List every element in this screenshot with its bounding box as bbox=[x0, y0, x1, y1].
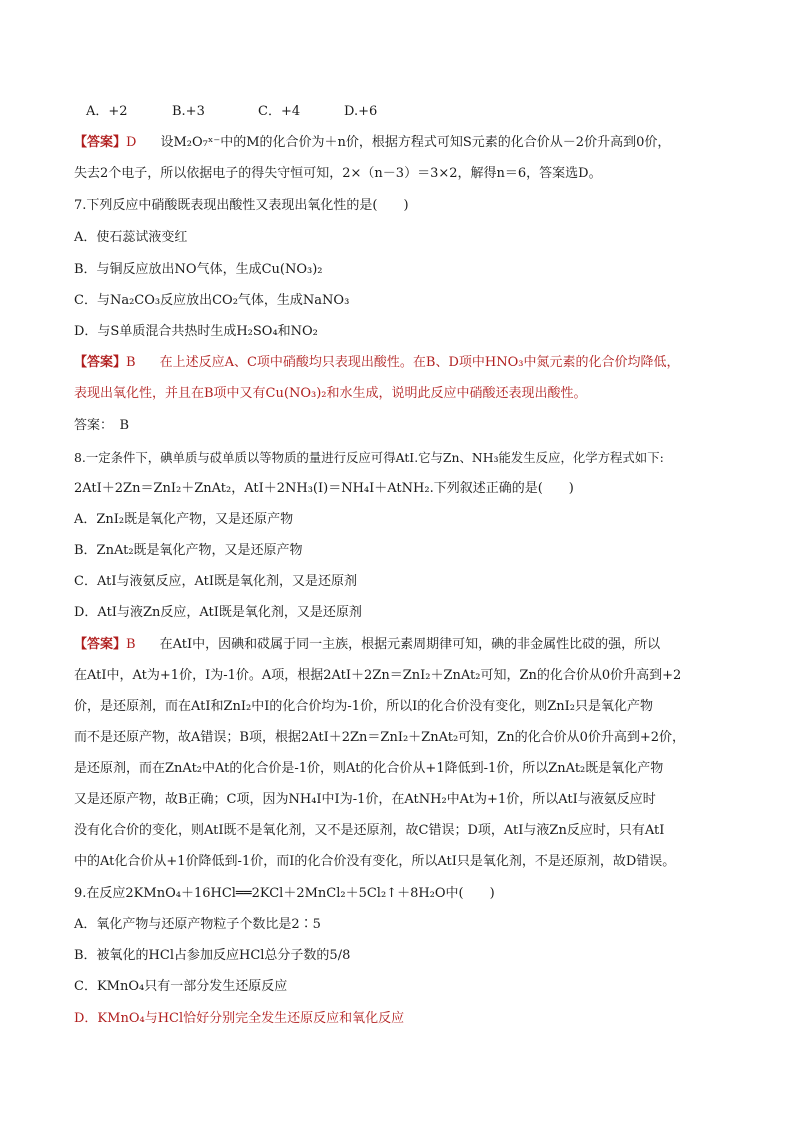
q9-option-c: C．KMnO₄只有一部分发生还原反应 bbox=[74, 979, 288, 994]
q8-explain-1: 在AtI中，At为+1价，I为-1价。A项，根据2AtI＋2Zn＝ZnI₂＋ZnAt₂可知，Zn的化合价从0价升高到+2 bbox=[74, 668, 682, 683]
q9-option-a: A．氧化产物与还原产物粒子个数比是2∶5 bbox=[74, 917, 321, 932]
q6-answer-line bbox=[74, 134, 724, 152]
q7-option-a: A．使石蕊试液变红 bbox=[74, 230, 188, 245]
q7-stem: 7.下列反应中硝酸既表现出酸性又表现出氧化性的是( ) bbox=[74, 198, 409, 213]
q8-answer-line bbox=[74, 636, 724, 654]
answer-tag: 【答案】 bbox=[74, 355, 127, 370]
q7-option-d: D．与S单质混合共热时生成H₂SO₄和NO₂ bbox=[74, 324, 318, 339]
q7-final-answer: 答案： B bbox=[74, 418, 130, 433]
q7-explain-line-2: 表现出氧化性，并且在B项中又有Cu(NO₃)₂和水生成，说明此反应中硝酸还表现出酸性。 bbox=[74, 386, 587, 401]
q8-option-c: C．AtI与液氨反应，AtI既是氧化剂，又是还原剂 bbox=[74, 574, 357, 589]
q8-explain-0: 在AtI中，因碘和砹属于同一主族，根据元素周期律可知，碘的非金属性比砹的强，所以 bbox=[159, 637, 661, 652]
q8-explain-4: 是还原剂，而在ZnAt₂中At的化合价是-1价，则At的化合价从+1降低到-1价，所以ZnAt₂既是氧化产物 bbox=[74, 761, 664, 776]
q9-option-d: D．KMnO₄与HCl恰好分别完全发生还原反应和氧化反应 bbox=[74, 1011, 405, 1026]
q7-option-b: B．与铜反应放出NO气体，生成Cu(NO₃)₂ bbox=[74, 262, 323, 277]
answer-letter: B bbox=[126, 355, 136, 370]
q6-option-c: C．+4 bbox=[258, 104, 301, 119]
answer-tag: 【答案】 bbox=[74, 135, 127, 150]
q6-option-b: B.+3 bbox=[172, 104, 205, 119]
q8-option-b: B．ZnAt₂既是氧化产物，又是还原产物 bbox=[74, 543, 303, 558]
q7-option-c: C．与Na₂CO₃反应放出CO₂气体，生成NaNO₃ bbox=[74, 293, 350, 308]
q6-option-d: D.+6 bbox=[344, 104, 378, 119]
q7-answer-line bbox=[74, 354, 724, 372]
q8-explain-6: 没有化合价的变化，则AtI既不是氧化剂，又不是还原剂，故C错误；D项，AtI与液Zn反应时，只有AtI bbox=[74, 823, 665, 838]
answer-tag: 【答案】 bbox=[74, 637, 127, 652]
q8-option-a: A．ZnI₂既是氧化产物，又是还原产物 bbox=[74, 512, 294, 527]
q6-options bbox=[86, 103, 736, 121]
q6-option-a: A．+2 bbox=[86, 104, 128, 119]
q6-explain-1: 设M₂O₇ˣ⁻中的M的化合价为＋n价，根据方程式可知S元素的化合价从－2价升高到0价， bbox=[160, 135, 671, 150]
q8-explain-7: 中的At化合价从+1价降低到-1价，而I的化合价没有变化，所以AtI只是氧化剂，不是还原剂，故D错误。 bbox=[74, 854, 676, 869]
q7-explain-1: 在上述反应A、C项中硝酸均只表现出酸性。在B、D项中HNO₃中氮元素的化合价均降低， bbox=[159, 355, 680, 370]
q9-option-b: B．被氧化的HCl占参加反应HCl总分子数的5/8 bbox=[74, 948, 351, 963]
q9-stem: 9.在反应2KMnO₄＋16HCl══2KCl＋2MnCl₂＋5Cl₂↑＋8H₂O中( ) bbox=[74, 886, 495, 901]
answer-letter: D bbox=[126, 135, 137, 150]
q8-explain-3: 而不是还原产物，故A错误；B项，根据2AtI＋2Zn＝ZnI₂＋ZnAt₂可知，Zn的化合价从0价升高到+2价， bbox=[74, 730, 686, 745]
q8-stem-1: 8.一定条件下，碘单质与砹单质以等物质的量进行反应可得AtI.它与Zn、NH₃能发生反应，化学方程式如下: bbox=[74, 450, 664, 465]
q8-option-d: D．AtI与液Zn反应，AtI既是氧化剂，又是还原剂 bbox=[74, 605, 362, 620]
q8-explain-2: 价，是还原剂，而在AtI和ZnI₂中I的化合价均为-1价，所以I的化合价没有变化，则ZnI₂只是氧化产物 bbox=[74, 699, 653, 714]
q6-explain-line-2: 失去2个电子，所以依据电子的得失守恒可知，2×（n－3）＝3×2，解得n＝6，答案选D。 bbox=[74, 166, 602, 181]
q8-stem-2: 2AtI＋2Zn＝ZnI₂＋ZnAt₂，AtI＋2NH₃(I)＝NH₄I＋AtNH₂.下列叙述正确的是( ) bbox=[74, 481, 574, 496]
answer-letter: B bbox=[126, 637, 136, 652]
q8-explain-5: 又是还原产物，故B正确；C项，因为NH₄I中I为-1价，在AtNH₂中At为+1价，所以AtI与液氨反应时 bbox=[74, 792, 656, 807]
